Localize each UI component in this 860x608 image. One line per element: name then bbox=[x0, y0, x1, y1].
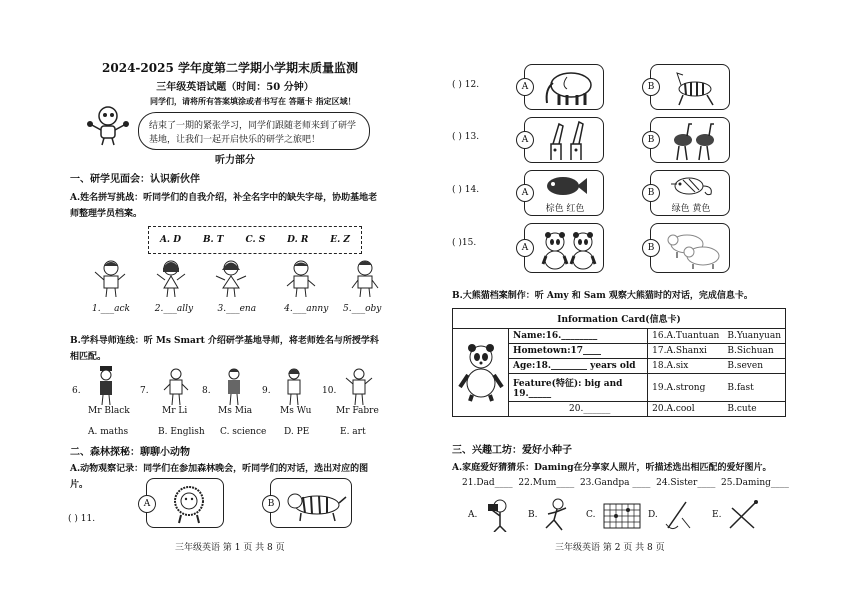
q12-option-a[interactable] bbox=[521, 64, 604, 110]
option-item: B. T bbox=[202, 235, 224, 245]
section-3a-text: A.家庭爱好猜猜乐：Daming在分享家人照片，听描述选出相匹配的爱好图片。 bbox=[452, 463, 772, 473]
teacher-number: 9. bbox=[262, 386, 271, 396]
chameleon-icon bbox=[667, 174, 717, 198]
option-item: D. R bbox=[287, 235, 309, 245]
speech-bubble: 结束了一期的紧张学习，同学们跟随老师来到了研学基地，让我们一起开启快乐的研学之旅吧！ bbox=[138, 112, 370, 150]
pandas-icon bbox=[539, 228, 599, 270]
card-field: Feature(特征): big and 19._____ bbox=[509, 374, 648, 402]
names-row bbox=[92, 304, 392, 314]
question-13-number: ( ) 13. bbox=[452, 132, 480, 142]
teacher-number: 6. bbox=[72, 386, 81, 396]
section-3-title: 三、兴趣工坊：爱好小种子 bbox=[452, 445, 572, 456]
girl-icon bbox=[151, 258, 191, 298]
subject-option: C. science bbox=[220, 427, 267, 437]
name-blank: 5.___oby bbox=[343, 304, 382, 314]
subject-option: A. maths bbox=[88, 427, 129, 437]
q15-option-a[interactable] bbox=[521, 223, 604, 273]
teacher-icon bbox=[280, 366, 308, 406]
exam-notice: 同学们，请将所有答案填涂或者书写在 答题卡 指定区域！ bbox=[150, 96, 356, 106]
option-b-label: B bbox=[642, 239, 660, 257]
hobby-label: D. bbox=[648, 510, 658, 520]
card-option: 17.A.Shanxi bbox=[648, 344, 724, 359]
robot-mascot-icon bbox=[82, 102, 134, 146]
lion-icon bbox=[167, 483, 211, 525]
letter-options-box bbox=[148, 226, 362, 254]
teacher-icon bbox=[220, 366, 248, 406]
elephant-icon bbox=[541, 69, 601, 107]
teacher-number: 8. bbox=[202, 386, 211, 396]
card-option: B.Sichuan bbox=[723, 344, 785, 359]
card-option: B.seven bbox=[723, 359, 785, 374]
option-a-label: A bbox=[516, 239, 534, 257]
option-a-label: A bbox=[516, 131, 534, 149]
painting-brush-icon[interactable] bbox=[662, 498, 694, 532]
exam-title: 2024-2025 学年度第二学期小学期末质量监测 bbox=[102, 61, 358, 75]
teacher-icon bbox=[92, 366, 120, 406]
polar-bears-icon bbox=[665, 228, 725, 270]
section-2-title: 二、森林探秘：聊聊小动物 bbox=[70, 447, 190, 458]
q12-option-b[interactable] bbox=[647, 64, 730, 110]
tiger-icon bbox=[285, 487, 347, 523]
camera-person-icon[interactable] bbox=[482, 498, 514, 532]
section-1a-text: A.姓名拼写挑战：听同学们的自我介绍，补全名字中的缺失字母，协助基地老师整理学员档案。 bbox=[70, 193, 378, 219]
section-2b-text: B.大熊猫档案制作：听 Amy 和 Sam 观察大熊猫时的对话，完成信息卡。 bbox=[452, 291, 753, 301]
hobby-label: A. bbox=[468, 510, 478, 520]
teacher-name: Ms Mia bbox=[218, 406, 253, 416]
boy-icon bbox=[345, 258, 385, 298]
hobby-label: B. bbox=[528, 510, 538, 520]
hobby-label: C. bbox=[586, 510, 596, 520]
option-a-label: A bbox=[516, 78, 534, 96]
q14-option-b[interactable] bbox=[647, 170, 730, 216]
option-b-label: B bbox=[642, 131, 660, 149]
option-item: E. Z bbox=[330, 235, 350, 245]
card-title: Information Card(信息卡) bbox=[453, 309, 785, 329]
chess-board-icon[interactable] bbox=[602, 500, 642, 530]
information-card bbox=[452, 308, 786, 417]
teacher-icon bbox=[162, 366, 190, 406]
page-1-footer: 三年级英语 第 1 页 共 8 页 bbox=[175, 543, 285, 553]
card-field: Age:18.________ years old bbox=[509, 359, 648, 374]
card-table bbox=[509, 329, 785, 416]
teacher-name: Ms Wu bbox=[280, 406, 312, 416]
kite-tools-icon[interactable] bbox=[726, 498, 760, 532]
card-option: 19.A.strong bbox=[648, 374, 724, 402]
zebra-icon bbox=[669, 69, 719, 107]
card-option: B.cute bbox=[723, 402, 785, 417]
card-field: Hometown:17____ bbox=[509, 344, 648, 359]
teacher-name: Mr Black bbox=[88, 406, 130, 416]
section-1-title: 一、研学见面会：认识新伙伴 bbox=[70, 174, 200, 185]
card-row bbox=[509, 359, 785, 374]
option-b-label: B bbox=[642, 184, 660, 202]
name-blank: 3.___ena bbox=[217, 304, 257, 314]
family-blanks: 21.Dad____ 22.Mum____ 23.Gandpa ____ 24.Sister____ 25.Daming____ bbox=[462, 478, 789, 488]
card-field: Name:16.________ bbox=[509, 329, 648, 344]
teacher-name: Mr Li bbox=[162, 406, 188, 416]
hobby-label: E. bbox=[712, 510, 722, 520]
teacher-icon bbox=[344, 366, 374, 406]
q11-option-a[interactable] bbox=[143, 478, 224, 528]
card-option: 16.A.Tuantuan bbox=[648, 329, 724, 344]
card-row bbox=[509, 344, 785, 359]
option-b-label: B bbox=[642, 78, 660, 96]
option-item: A. D bbox=[159, 235, 182, 245]
q11-option-b[interactable] bbox=[267, 478, 352, 528]
q14-option-a[interactable] bbox=[521, 170, 604, 216]
q15-option-b[interactable] bbox=[647, 223, 730, 273]
card-panda-cell bbox=[453, 329, 509, 416]
name-blank: 2.___ally bbox=[154, 304, 194, 314]
page-2-footer: 三年级英语 第 2 页 共 8 页 bbox=[555, 543, 665, 553]
panda-icon bbox=[456, 343, 506, 403]
card-option: 18.A.six bbox=[648, 359, 724, 374]
question-14-number: ( ) 14. bbox=[452, 185, 480, 195]
giraffe-icon bbox=[539, 120, 601, 162]
running-person-icon[interactable] bbox=[540, 498, 572, 532]
option-a-label: A bbox=[138, 495, 156, 513]
boy-icon bbox=[91, 258, 131, 298]
listening-title: 听力部分 bbox=[215, 155, 255, 166]
card-option: B.Yuanyuan bbox=[723, 329, 785, 344]
teacher-name: Mr Fabre bbox=[336, 406, 379, 416]
section-1b-text: B.学科导师连线：听 Ms Smart 介绍研学基地导师，将老师姓名与所授学科相匹配。 bbox=[70, 336, 379, 362]
question-15-number: ( )15. bbox=[452, 238, 477, 248]
teacher-number: 7. bbox=[140, 386, 149, 396]
question-12-number: ( ) 12. bbox=[452, 80, 480, 90]
subject-option: D. PE bbox=[284, 427, 310, 437]
name-blank: 4.___anny bbox=[284, 304, 329, 314]
ostrich-icon bbox=[667, 120, 723, 162]
subject-option: E. art bbox=[340, 427, 366, 437]
option-b-label: B bbox=[262, 495, 280, 513]
option-item: C. S bbox=[245, 235, 266, 245]
subject-option: B. English bbox=[158, 427, 205, 437]
fish-icon bbox=[543, 174, 589, 198]
card-option: B.fast bbox=[723, 374, 785, 402]
exam-subtitle: 三年级英语试题（时间：50 分钟） bbox=[156, 82, 314, 93]
q13-option-b[interactable] bbox=[647, 117, 730, 163]
q14-a-caption: 棕色 红色 bbox=[545, 204, 585, 214]
kids-row bbox=[85, 258, 385, 298]
question-11-number: ( ) 11. bbox=[68, 514, 96, 524]
section-2a-text: A.动物观察记录：同学们在参加森林晚会，听同学们的对话，选出对应的图片。 bbox=[70, 464, 369, 490]
option-a-label: A bbox=[516, 184, 534, 202]
q13-option-a[interactable] bbox=[521, 117, 604, 163]
card-row bbox=[509, 329, 785, 344]
girl-icon bbox=[211, 258, 251, 298]
card-row bbox=[509, 374, 785, 402]
name-blank: 1.___ack bbox=[92, 304, 130, 314]
card-field: 20.______ bbox=[509, 402, 648, 417]
card-option: 20.A.cool bbox=[648, 402, 724, 417]
card-row bbox=[509, 402, 785, 417]
q14-b-caption: 绿色 黄色 bbox=[671, 204, 711, 214]
boy-icon bbox=[281, 258, 321, 298]
teacher-number: 10. bbox=[322, 386, 337, 396]
hobbies-row bbox=[462, 498, 782, 534]
